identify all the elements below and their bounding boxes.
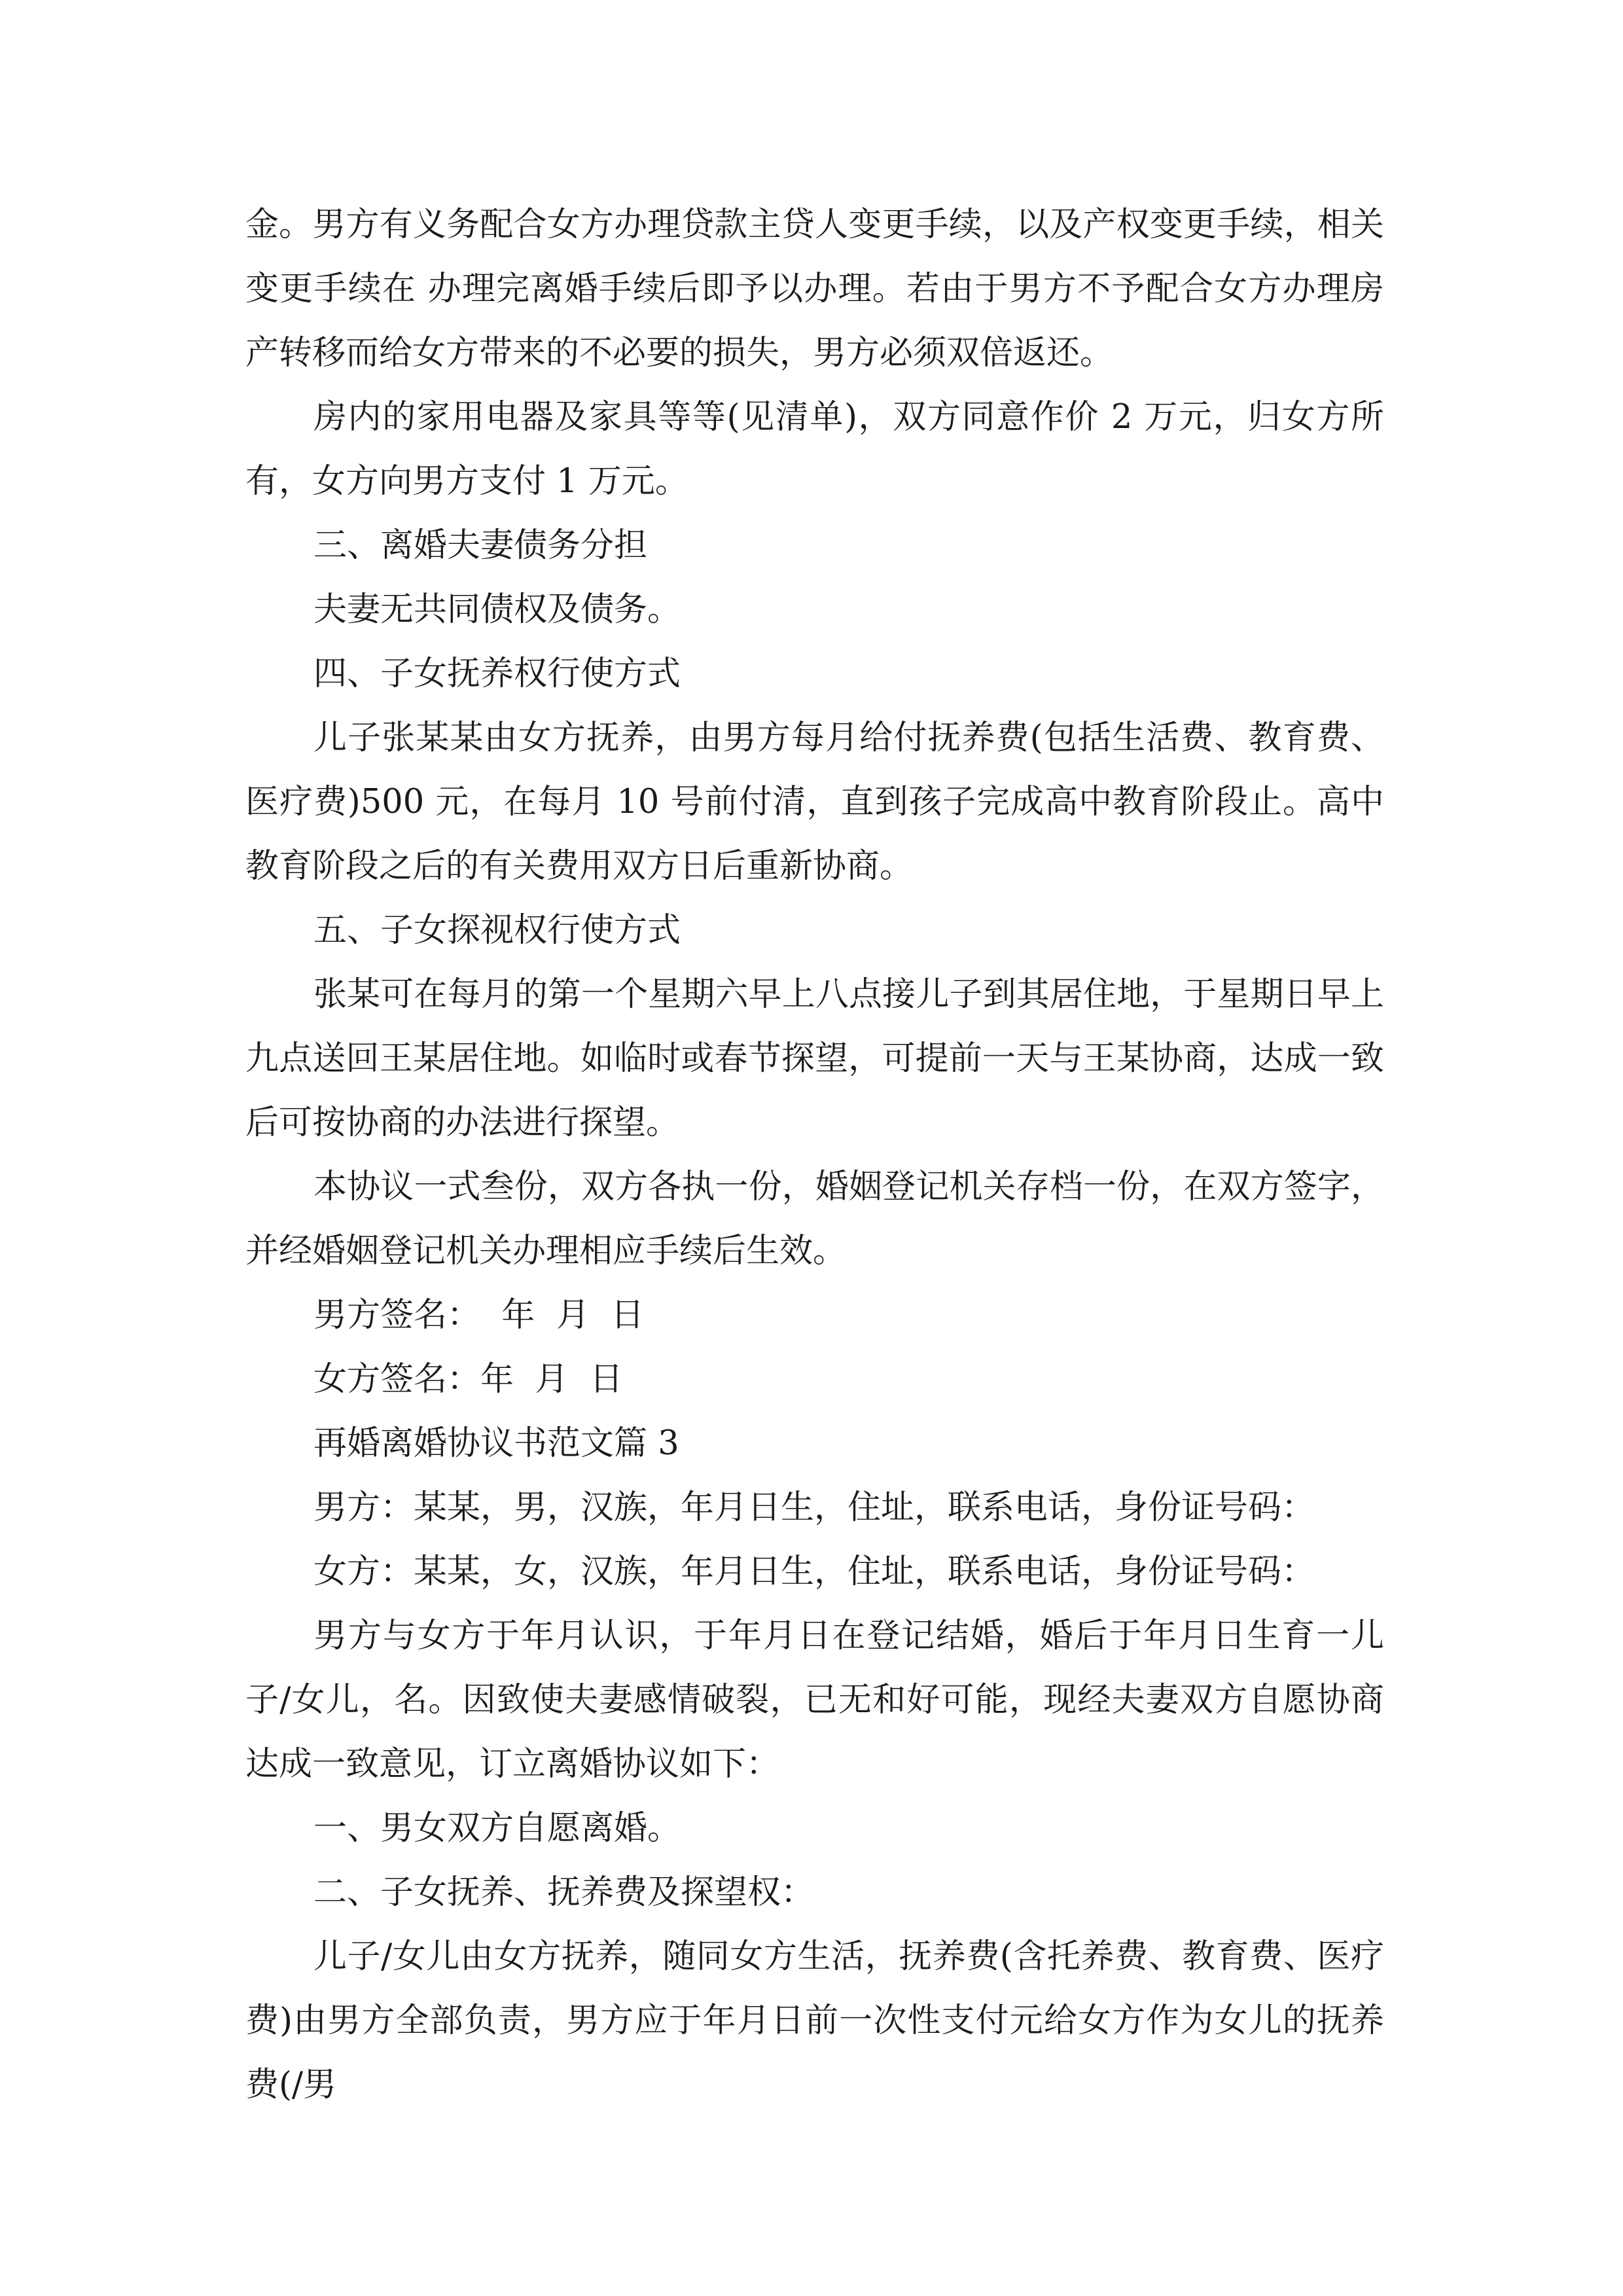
party-woman-info: 女方：某某，女，汉族，年月日生，住址，联系电话，身份证号码： [313, 1552, 1315, 1591]
signature-line-woman: 女方签名：年 月 日 [313, 1360, 623, 1399]
paragraph-copies: 本协议一式叁份，双方各执一份，婚姻登记机关存档一份，在双方签字，并经婚姻登记机关办理相应手续后生效。 [245, 1168, 1384, 1270]
paragraph-custody-details: 儿子/女儿由女方抚养，随同女方生活，抚养费(含托养费、教育费、医疗费)由男方全部负责，男方应于年月日前一次性支付元给女方作为女儿的抚养费(/男 [245, 1937, 1384, 2104]
clause-custody-heading: 二、子女抚养、抚养费及探望权： [313, 1873, 815, 1912]
paragraph-visitation: 张某可在每月的第一个星期六早上八点接儿子到其居住地，于星期日早上九点送回王某居住地。如临时或春节探望，可提前一天与王某协商，达成一致后可按协商的办法进行探望。 [245, 975, 1384, 1142]
paragraph-no-debt: 夫妻无共同债权及债务。 [313, 590, 681, 629]
signature-line-man: 男方签名： 年 月 日 [313, 1296, 645, 1335]
heading-custody: 四、子女抚养权行使方式 [313, 655, 681, 693]
paragraph-appliances: 房内的家用电器及家具等等(见清单)，双方同意作价 2 万元，归女方所有，女方向男方支付 1 万元。 [245, 398, 1384, 501]
paragraph-child-support: 儿子张某某由女方抚养，由男方每月给付抚养费(包括生活费、教育费、医疗费)500 元，在每月 10 号前付清，直到孩子完成高中教育阶段止。高中教育阶段之后的有关费用双方日后重新协商。 [245, 719, 1384, 886]
paragraph-property-transfer: 金。男方有义务配合女方办理贷款主贷人变更手续，以及产权变更手续，相关变更手续在 办理完离婚手续后即予以办理。若由于男方不予配合女方办理房产转移而给女方带来的不必要的损失，男方必须双倍返还。 [245, 206, 1384, 372]
section-title-sample-3: 再婚离婚协议书范文篇 3 [313, 1424, 679, 1463]
heading-visitation: 五、子女探视权行使方式 [313, 911, 681, 950]
paragraph-background: 男方与女方于年月认识，于年月日在登记结婚，婚后于年月日生育一儿子/女儿，名。因致使夫妻感情破裂，已无和好可能，现经夫妻双方自愿协商达成一致意见，订立离婚协议如下： [245, 1617, 1384, 1784]
clause-voluntary-divorce: 一、男女双方自愿离婚。 [313, 1809, 681, 1848]
heading-debt-sharing: 三、离婚夫妻债务分担 [313, 526, 648, 565]
document-body [245, 193, 1384, 2117]
party-man-info: 男方：某某，男，汉族，年月日生，住址，联系电话，身份证号码： [313, 1488, 1315, 1527]
